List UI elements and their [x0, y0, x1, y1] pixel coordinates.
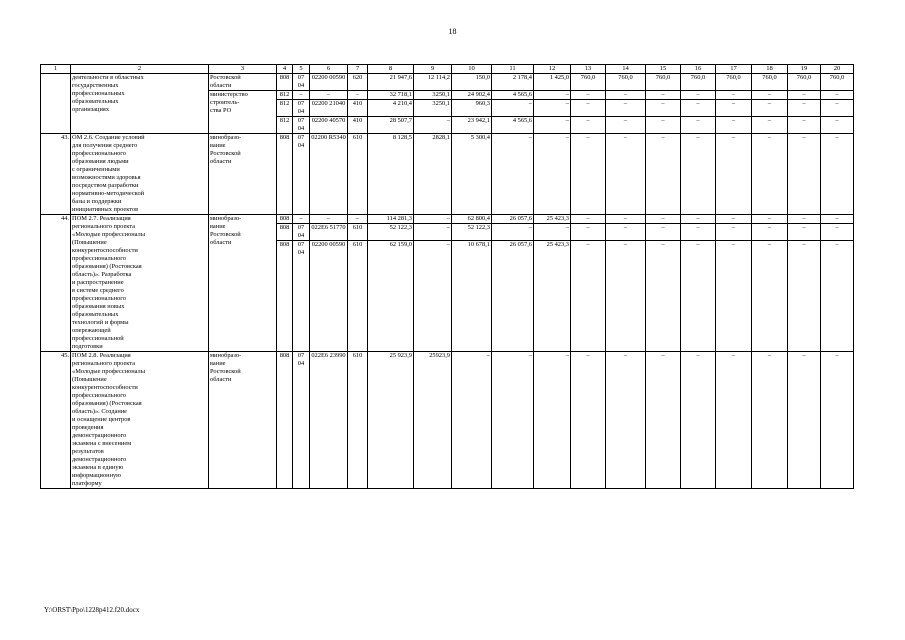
- data-cell: –: [821, 134, 854, 215]
- data-cell: –: [452, 352, 492, 489]
- data-cell: –: [534, 352, 571, 489]
- data-cell: –: [571, 352, 606, 489]
- data-cell: –: [788, 224, 821, 241]
- data-cell: 25 423,3: [534, 241, 571, 352]
- column-number: 18: [752, 65, 788, 74]
- data-cell: 760,0: [821, 74, 854, 91]
- budget-table: [40, 64, 854, 489]
- data-cell: –: [716, 224, 752, 241]
- data-cell: 808: [277, 215, 293, 224]
- data-cell: –: [646, 241, 681, 352]
- data-cell: 4 210,4: [368, 100, 414, 117]
- data-cell: –: [646, 100, 681, 117]
- data-cell: 02200 00590: [310, 74, 348, 91]
- data-cell: 808: [277, 74, 293, 91]
- data-cell: –: [752, 100, 788, 117]
- data-cell: 07 04: [293, 224, 310, 241]
- executor: Ростовской области: [209, 74, 277, 91]
- data-cell: –: [821, 91, 854, 100]
- column-number: 1: [41, 65, 71, 74]
- data-cell: –: [752, 352, 788, 489]
- data-cell: 26 057,6: [492, 241, 534, 352]
- column-number: 13: [571, 65, 606, 74]
- data-cell: –: [606, 241, 646, 352]
- table-row: [41, 134, 854, 215]
- data-cell: –: [716, 215, 752, 224]
- data-cell: –: [606, 352, 646, 489]
- column-number: 8: [368, 65, 414, 74]
- data-cell: 808: [277, 241, 293, 352]
- data-cell: 52 122,3: [452, 224, 492, 241]
- data-cell: –: [534, 91, 571, 100]
- data-cell: 8 128,5: [368, 134, 414, 215]
- data-cell: 610: [348, 224, 368, 241]
- column-number: 7: [348, 65, 368, 74]
- measure-name: ПОМ 2.7. Реализация регионального проекта «Молодые профессионалы (Повышение конкурентоспособности профессионального образования) (Ростовская область)». Разработка и распространение в системе среднего профессионального образования новых образовательных технологий и формы опережающей профессиональной подготовки: [71, 215, 209, 352]
- data-cell: –: [646, 215, 681, 224]
- data-cell: 4 565,6: [492, 117, 534, 134]
- data-cell: 022E6 51770: [310, 224, 348, 241]
- measure-name: ОМ 2.6. Создание условий для получения среднего профессионального образования людьми с ограниченными возможностями здоровья посредством разработки нормативно-методической базы и поддержки инициативных проектов: [71, 134, 209, 215]
- data-cell: –: [752, 215, 788, 224]
- column-number: 11: [492, 65, 534, 74]
- data-cell: –: [606, 100, 646, 117]
- data-cell: 808: [277, 224, 293, 241]
- data-cell: –: [492, 352, 534, 489]
- data-cell: –: [414, 117, 452, 134]
- row-number: 45.: [41, 352, 71, 489]
- data-cell: –: [414, 215, 452, 224]
- data-cell: –: [752, 117, 788, 134]
- data-cell: 760,0: [571, 74, 606, 91]
- data-cell: 25 423,3: [534, 215, 571, 224]
- data-cell: –: [716, 352, 752, 489]
- data-cell: 022E6 23990: [310, 352, 348, 489]
- data-cell: –: [716, 100, 752, 117]
- data-cell: 760,0: [752, 74, 788, 91]
- row-number: 43.: [41, 134, 71, 215]
- data-cell: –: [606, 117, 646, 134]
- data-cell: –: [310, 215, 348, 224]
- data-cell: 760,0: [788, 74, 821, 91]
- data-cell: –: [606, 134, 646, 215]
- footer-file-path: Y:\ORST\Ppo\1228p412.f20.docx: [44, 606, 140, 614]
- data-cell: –: [788, 100, 821, 117]
- data-cell: 28 507,7: [368, 117, 414, 134]
- data-cell: –: [571, 224, 606, 241]
- data-cell: –: [752, 91, 788, 100]
- data-cell: –: [646, 91, 681, 100]
- data-cell: 07 04: [293, 241, 310, 352]
- data-cell: –: [752, 134, 788, 215]
- data-cell: 960,3: [452, 100, 492, 117]
- data-cell: –: [716, 134, 752, 215]
- data-cell: 07 04: [293, 74, 310, 91]
- data-cell: 1 425,0: [534, 74, 571, 91]
- data-cell: –: [571, 91, 606, 100]
- data-cell: 760,0: [716, 74, 752, 91]
- executor: министерство строитель- ства РО: [209, 91, 277, 134]
- data-cell: 02200 R5340: [310, 134, 348, 215]
- data-cell: –: [716, 117, 752, 134]
- data-cell: –: [788, 215, 821, 224]
- column-number: 16: [681, 65, 716, 74]
- data-cell: 32 718,1: [368, 91, 414, 100]
- column-number: 15: [646, 65, 681, 74]
- column-number: 2: [71, 65, 209, 74]
- data-cell: 62 159,0: [368, 241, 414, 352]
- data-cell: –: [788, 241, 821, 352]
- column-number: 6: [310, 65, 348, 74]
- data-cell: –: [492, 100, 534, 117]
- measure-name: деятельности в областных государственных профессиональных образовательных организациях: [71, 74, 209, 134]
- page-number: 18: [448, 27, 457, 36]
- data-cell: –: [534, 134, 571, 215]
- data-cell: –: [606, 91, 646, 100]
- data-cell: –: [752, 224, 788, 241]
- data-cell: 410: [348, 100, 368, 117]
- column-number: 10: [452, 65, 492, 74]
- data-cell: 21 947,6: [368, 74, 414, 91]
- data-cell: 150,0: [452, 74, 492, 91]
- data-cell: –: [606, 224, 646, 241]
- data-cell: 620: [348, 74, 368, 91]
- data-cell: –: [821, 352, 854, 489]
- data-cell: –: [571, 215, 606, 224]
- data-cell: –: [293, 215, 310, 224]
- data-cell: 07 04: [293, 352, 310, 489]
- data-cell: 610: [348, 134, 368, 215]
- data-cell: –: [571, 134, 606, 215]
- data-cell: –: [788, 117, 821, 134]
- data-cell: –: [414, 241, 452, 352]
- data-cell: 5 300,4: [452, 134, 492, 215]
- data-cell: 812: [277, 100, 293, 117]
- data-cell: –: [681, 100, 716, 117]
- data-cell: –: [571, 100, 606, 117]
- row-number: 44.: [41, 215, 71, 352]
- data-cell: 26 057,6: [492, 215, 534, 224]
- data-cell: 07 04: [293, 100, 310, 117]
- data-cell: 812: [277, 117, 293, 134]
- data-cell: –: [310, 91, 348, 100]
- data-cell: –: [348, 91, 368, 100]
- data-cell: 23 942,1: [452, 117, 492, 134]
- executor: минобразо- вание Ростовской области: [209, 215, 277, 352]
- measure-name: ПОМ 2.8. Реализация регионального проекта «Молодые профессионалы (Повышение конкурентоспособности профессионального образования) (Ростовская область)». Создание и оснащение центров проведения демонстрационного экзамена с внесением результатов демонстрационного экзамена в единую информационную платформу: [71, 352, 209, 489]
- data-cell: 02200 00590: [310, 241, 348, 352]
- data-cell: 07 04: [293, 117, 310, 134]
- data-cell: 760,0: [681, 74, 716, 91]
- data-cell: –: [646, 352, 681, 489]
- data-cell: 10 678,1: [452, 241, 492, 352]
- data-cell: 760,0: [646, 74, 681, 91]
- data-cell: 24 902,4: [452, 91, 492, 100]
- data-cell: –: [492, 134, 534, 215]
- data-cell: 760,0: [606, 74, 646, 91]
- table-row: [41, 74, 854, 91]
- data-cell: –: [681, 352, 716, 489]
- data-cell: 808: [277, 352, 293, 489]
- data-cell: –: [788, 134, 821, 215]
- data-cell: –: [681, 134, 716, 215]
- data-cell: –: [571, 241, 606, 352]
- column-number: 19: [788, 65, 821, 74]
- data-cell: –: [646, 224, 681, 241]
- data-cell: –: [821, 117, 854, 134]
- data-cell: –: [571, 117, 606, 134]
- data-cell: –: [821, 224, 854, 241]
- data-cell: –: [821, 215, 854, 224]
- data-cell: –: [788, 352, 821, 489]
- row-number: [41, 74, 71, 134]
- data-cell: 62 800,4: [452, 215, 492, 224]
- data-cell: –: [788, 91, 821, 100]
- data-cell: 3250,1: [414, 91, 452, 100]
- data-cell: 812: [277, 91, 293, 100]
- data-cell: –: [492, 224, 534, 241]
- data-cell: 12 114,2: [414, 74, 452, 91]
- executor: минобразо- вание Ростовской области: [209, 352, 277, 489]
- data-cell: 610: [348, 352, 368, 489]
- data-cell: 610: [348, 241, 368, 352]
- data-cell: 808: [277, 134, 293, 215]
- data-cell: –: [681, 91, 716, 100]
- data-cell: –: [681, 215, 716, 224]
- data-cell: 25 923,9: [368, 352, 414, 489]
- column-number: 5: [293, 65, 310, 74]
- data-cell: 07 04: [293, 134, 310, 215]
- data-cell: –: [821, 100, 854, 117]
- data-cell: –: [716, 91, 752, 100]
- column-number: 3: [209, 65, 277, 74]
- data-cell: 52 122,3: [368, 224, 414, 241]
- data-cell: –: [606, 215, 646, 224]
- column-number: 20: [821, 65, 854, 74]
- data-cell: 2828,1: [414, 134, 452, 215]
- column-number: 14: [606, 65, 646, 74]
- data-cell: –: [681, 241, 716, 352]
- data-cell: 2 178,4: [492, 74, 534, 91]
- data-cell: 02200 21040: [310, 100, 348, 117]
- data-cell: –: [716, 241, 752, 352]
- data-cell: –: [752, 241, 788, 352]
- data-cell: 4 565,6: [492, 91, 534, 100]
- column-number: 9: [414, 65, 452, 74]
- data-cell: 3250,1: [414, 100, 452, 117]
- data-cell: –: [534, 224, 571, 241]
- data-cell: –: [646, 134, 681, 215]
- data-cell: 114 281,3: [368, 215, 414, 224]
- data-cell: 02200 40570: [310, 117, 348, 134]
- data-cell: –: [534, 100, 571, 117]
- data-cell: –: [681, 117, 716, 134]
- data-cell: 410: [348, 117, 368, 134]
- data-cell: –: [646, 117, 681, 134]
- data-cell: 25923,9: [414, 352, 452, 489]
- data-cell: –: [534, 117, 571, 134]
- column-number: 12: [534, 65, 571, 74]
- table-row: [41, 352, 854, 489]
- header-row: [41, 65, 854, 74]
- data-cell: –: [821, 241, 854, 352]
- column-number: 17: [716, 65, 752, 74]
- executor: минобразо- вание Ростовской области: [209, 134, 277, 215]
- data-cell: –: [414, 224, 452, 241]
- data-cell: –: [681, 224, 716, 241]
- data-cell: –: [293, 91, 310, 100]
- table-row: [41, 215, 854, 224]
- data-cell: –: [348, 215, 368, 224]
- column-number: 4: [277, 65, 293, 74]
